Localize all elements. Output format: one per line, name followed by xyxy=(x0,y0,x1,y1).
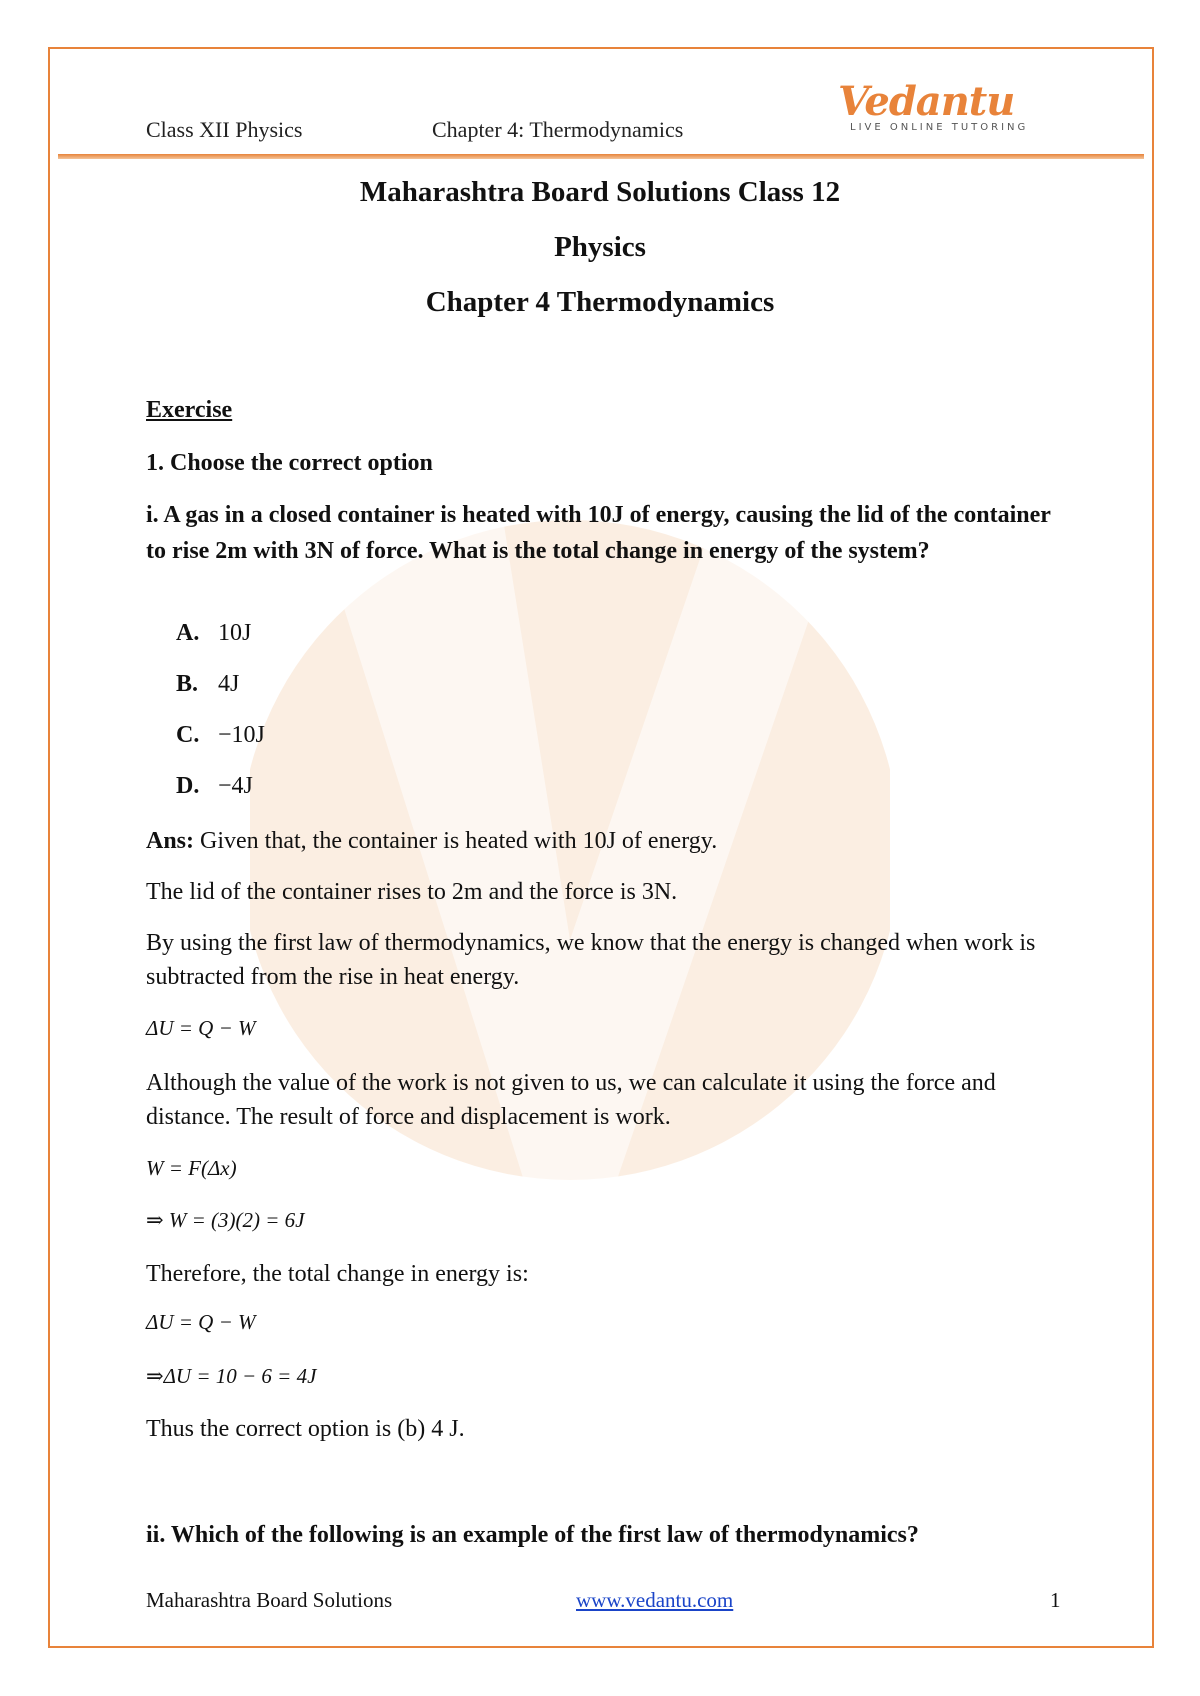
answer-text: Given that, the container is heated with 10J of energy. xyxy=(194,828,718,854)
paragraph-2: By using the first law of thermodynamics, we know that the energy is changed when work is subtracted from the rise in heat energy. xyxy=(146,930,1036,990)
equation-5: ⇒ΔU = 10 − 6 = 4J xyxy=(146,1364,317,1388)
question-1: i. A gas in a closed container is heated with 10J of energy, causing the lid of the container to rise 2m with 3N of force. What is the total change in energy of the system? xyxy=(146,502,1051,564)
answer-label: Ans: xyxy=(146,828,195,854)
section-heading: 1. Choose the correct option xyxy=(146,450,433,476)
footer-website-link[interactable]: www.vedantu.com xyxy=(576,1588,734,1612)
paragraph-4: Therefore, the total change in energy is: xyxy=(146,1261,529,1287)
option-text: 4J xyxy=(218,671,240,697)
vedantu-logo xyxy=(838,78,1048,138)
header-class-label: Class XII Physics xyxy=(146,117,303,142)
option-letter: C. xyxy=(176,722,200,748)
paragraph-1: The lid of the container rises to 2m and the force is 3N. xyxy=(146,879,678,905)
equation-2: W = F(Δx) xyxy=(146,1156,237,1180)
answer-line xyxy=(146,824,1066,858)
title-line-3: Chapter 4 Thermodynamics xyxy=(425,286,775,318)
option-letter: D. xyxy=(176,773,200,799)
option-a xyxy=(176,620,251,647)
title-line-1: Maharashtra Board Solutions Class 12 xyxy=(359,176,841,208)
option-text: 10J xyxy=(218,620,252,646)
option-letter: A. xyxy=(176,620,200,646)
equation-3: ⇒ W = (3)(2) = 6J xyxy=(146,1208,305,1232)
page-number: 1 xyxy=(1050,1588,1061,1612)
equation-1: ΔU = Q − W xyxy=(146,1016,256,1040)
title-line-2: Physics xyxy=(554,231,646,263)
header-chapter-label: Chapter 4: Thermodynamics xyxy=(432,117,684,142)
question-2: ii. Which of the following is an example of the first law of thermodynamics? xyxy=(146,1522,919,1548)
exercise-heading: Exercise xyxy=(146,397,233,423)
option-b xyxy=(176,671,239,698)
header-rule xyxy=(58,154,1144,159)
option-text: −10J xyxy=(218,722,265,748)
paragraph-5: Thus the correct option is (b) 4 J. xyxy=(146,1416,465,1442)
footer-label: Maharashtra Board Solutions xyxy=(146,1588,393,1612)
paragraph-3: Although the value of the work is not given to us, we can calculate it using the force and distance. The result of force and displacement is work. xyxy=(146,1070,996,1130)
logo-tagline: LIVE ONLINE TUTORING xyxy=(850,122,1029,133)
logo-wordmark: Vedantu xyxy=(838,78,1015,125)
option-d xyxy=(176,773,253,800)
equation-4: ΔU = Q − W xyxy=(146,1310,256,1334)
option-letter: B. xyxy=(176,671,199,697)
option-text: −4J xyxy=(218,773,253,799)
option-c xyxy=(176,722,265,749)
